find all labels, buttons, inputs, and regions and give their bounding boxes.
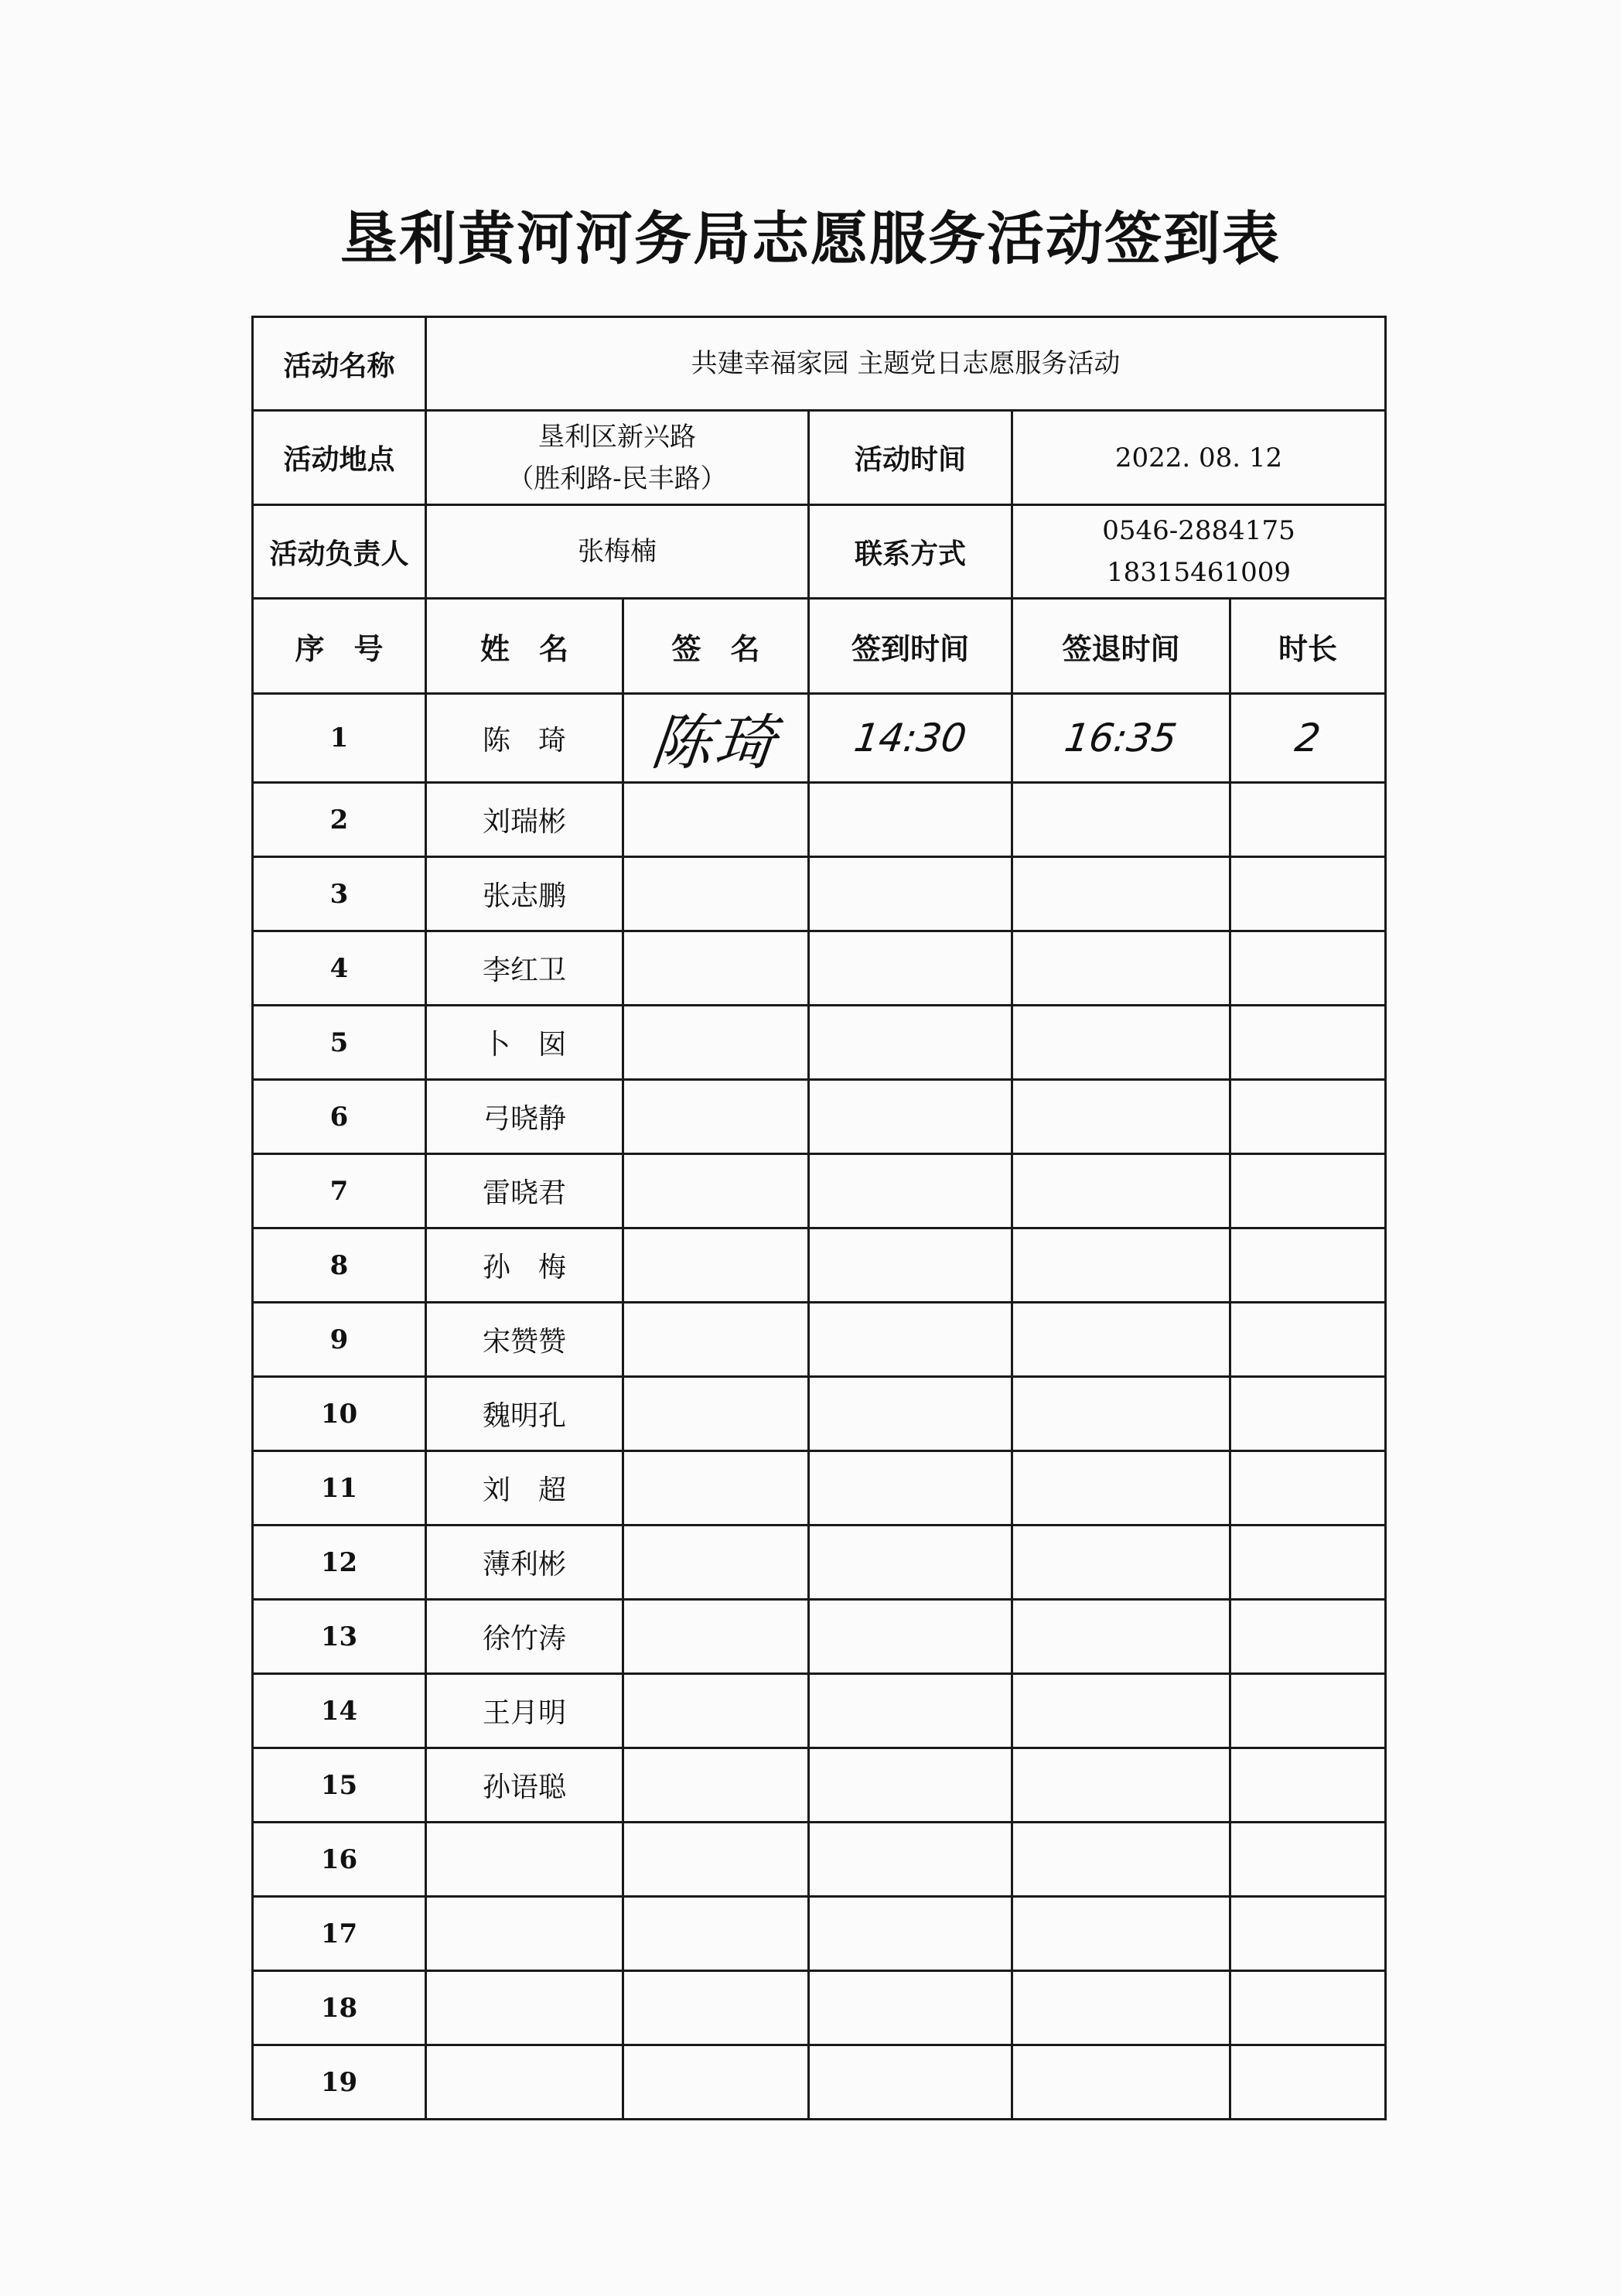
volunteer-name bbox=[426, 1006, 623, 1080]
signature-cell bbox=[623, 931, 809, 1006]
volunteer-name-text: 卜 囡 bbox=[482, 1029, 566, 1061]
sign-in-time-cell bbox=[809, 1526, 1012, 1600]
table-row bbox=[253, 1897, 1386, 1971]
row-number bbox=[253, 1674, 426, 1748]
row-number-text: 12 bbox=[320, 1546, 358, 1578]
duration-cell bbox=[1230, 2045, 1386, 2120]
column-header-signature: 签 名 bbox=[623, 599, 809, 694]
row-number bbox=[253, 1823, 426, 1897]
volunteer-name bbox=[426, 1897, 623, 1971]
volunteer-name bbox=[426, 1377, 623, 1451]
contact-label: 联系方式 bbox=[809, 505, 1012, 599]
table-row bbox=[253, 931, 1386, 1006]
row-number bbox=[253, 931, 426, 1006]
contact-value bbox=[1012, 505, 1386, 599]
duration-cell bbox=[1230, 783, 1386, 857]
sign-out-time-cell bbox=[1012, 1377, 1230, 1451]
volunteer-name bbox=[426, 1451, 623, 1526]
row-number-text: 17 bbox=[320, 1918, 358, 1949]
signature-cell bbox=[623, 1451, 809, 1526]
signature-cell bbox=[623, 1674, 809, 1748]
duration-cell bbox=[1230, 1971, 1386, 2045]
volunteer-name-text: 薄利彬 bbox=[482, 1549, 566, 1580]
volunteer-name-text: 宋赞赞 bbox=[482, 1326, 566, 1358]
row-number-text: 11 bbox=[320, 1472, 358, 1504]
duration-cell bbox=[1230, 1154, 1386, 1228]
sign-in-time-cell bbox=[809, 1303, 1012, 1377]
signature-cell bbox=[623, 2045, 809, 2120]
duration-cell bbox=[1230, 1897, 1386, 1971]
signature-cell bbox=[623, 1006, 809, 1080]
sign-out-time-cell bbox=[1012, 1303, 1230, 1377]
sign-in-time-cell bbox=[809, 1897, 1012, 1971]
table-row bbox=[253, 1971, 1386, 2045]
sign-in-time-cell bbox=[809, 1451, 1012, 1526]
column-header-number: 序 号 bbox=[253, 599, 426, 694]
sign-in-time-cell bbox=[809, 1600, 1012, 1674]
row-number bbox=[253, 1228, 426, 1303]
sign-in-time-cell bbox=[809, 1748, 1012, 1823]
table-row bbox=[253, 1228, 1386, 1303]
volunteer-name bbox=[426, 2045, 623, 2120]
table-row bbox=[253, 1303, 1386, 1377]
volunteer-name bbox=[426, 1228, 623, 1303]
volunteer-name-text: 孙 梅 bbox=[482, 1252, 566, 1283]
volunteer-name bbox=[426, 1080, 623, 1154]
sign-out-time-cell bbox=[1012, 1823, 1230, 1897]
activity-place-line1: 垦利区新兴路 bbox=[538, 421, 696, 453]
activity-name-row bbox=[253, 317, 1386, 411]
signature-cell bbox=[623, 1971, 809, 2045]
sign-out-time-cell bbox=[1012, 1080, 1230, 1154]
duration-cell bbox=[1230, 1080, 1386, 1154]
table-header-row bbox=[253, 599, 1386, 694]
sign-out-time-cell bbox=[1012, 1006, 1230, 1080]
sign-out-time-cell bbox=[1012, 1154, 1230, 1228]
contact-phone-2: 18315461009 bbox=[1107, 557, 1291, 588]
table-row bbox=[253, 857, 1386, 931]
volunteer-name bbox=[426, 931, 623, 1006]
column-header-sign-out-time: 签退时间 bbox=[1012, 599, 1230, 694]
row-number bbox=[253, 2045, 426, 2120]
sign-in-time-cell bbox=[809, 2045, 1012, 2120]
signature-cell bbox=[623, 1897, 809, 1971]
duration-cell bbox=[1230, 1228, 1386, 1303]
row-number bbox=[253, 1897, 426, 1971]
duration-cell bbox=[1230, 1600, 1386, 1674]
volunteer-name-text: 李红卫 bbox=[482, 955, 566, 986]
duration-cell bbox=[1230, 1303, 1386, 1377]
sign-in-time-cell bbox=[809, 1971, 1012, 2045]
volunteer-name bbox=[426, 1600, 623, 1674]
signature-cell bbox=[623, 1823, 809, 1897]
duration-cell bbox=[1230, 1377, 1386, 1451]
row-number-text: 10 bbox=[320, 1398, 358, 1430]
row-number bbox=[253, 1526, 426, 1600]
row-number bbox=[253, 1971, 426, 2045]
sign-in-time-cell-text: 14:30 bbox=[851, 716, 970, 760]
row-number bbox=[253, 1006, 426, 1080]
activity-place-row bbox=[253, 411, 1386, 505]
duration-cell bbox=[1230, 1674, 1386, 1748]
sign-out-time-cell bbox=[1012, 783, 1230, 857]
row-number bbox=[253, 1154, 426, 1228]
duration-cell bbox=[1230, 1451, 1386, 1526]
row-number-text: 8 bbox=[329, 1249, 349, 1281]
sign-out-time-cell bbox=[1012, 1451, 1230, 1526]
signature-cell bbox=[623, 1228, 809, 1303]
sign-out-time-cell bbox=[1012, 1674, 1230, 1748]
volunteer-name-text: 徐竹涛 bbox=[482, 1623, 566, 1655]
volunteer-name bbox=[426, 1748, 623, 1823]
row-number-text: 18 bbox=[320, 1992, 358, 2024]
row-number-text: 19 bbox=[320, 2066, 358, 2098]
volunteer-name bbox=[426, 857, 623, 931]
duration-cell bbox=[1230, 1823, 1386, 1897]
activity-leader-label: 活动负责人 bbox=[253, 505, 426, 599]
table-row bbox=[253, 1748, 1386, 1823]
volunteer-name bbox=[426, 1154, 623, 1228]
sign-in-time-cell bbox=[809, 931, 1012, 1006]
table-row bbox=[253, 1526, 1386, 1600]
volunteer-name bbox=[426, 783, 623, 857]
row-number-text: 16 bbox=[320, 1843, 358, 1875]
row-number bbox=[253, 1377, 426, 1451]
table-row bbox=[253, 1154, 1386, 1228]
sign-out-time-cell bbox=[1012, 931, 1230, 1006]
duration-cell bbox=[1230, 1526, 1386, 1600]
row-number-text: 15 bbox=[320, 1769, 358, 1801]
signature-cell bbox=[623, 1303, 809, 1377]
volunteer-name-text: 弓晓静 bbox=[482, 1103, 566, 1135]
volunteer-name-text: 魏明孔 bbox=[482, 1400, 566, 1432]
sign-in-time-cell bbox=[809, 1006, 1012, 1080]
sign-in-time-cell bbox=[809, 857, 1012, 931]
signature-cell bbox=[623, 857, 809, 931]
table-row bbox=[253, 1080, 1386, 1154]
signature-cell bbox=[623, 1377, 809, 1451]
signature-cell bbox=[623, 1748, 809, 1823]
signature-cell bbox=[623, 694, 809, 783]
row-number bbox=[253, 1080, 426, 1154]
table-row bbox=[253, 1600, 1386, 1674]
signature-cell bbox=[623, 1600, 809, 1674]
row-number bbox=[253, 1748, 426, 1823]
signature-cell bbox=[623, 1080, 809, 1154]
row-number-text: 6 bbox=[329, 1101, 349, 1133]
sign-out-time-cell bbox=[1012, 694, 1230, 783]
duration-cell bbox=[1230, 1006, 1386, 1080]
volunteer-name-text: 陈 琦 bbox=[482, 724, 566, 757]
sign-out-time-cell bbox=[1012, 857, 1230, 931]
row-number-text: 3 bbox=[329, 878, 349, 910]
duration-cell-text: 2 bbox=[1292, 716, 1323, 760]
sign-out-time-cell bbox=[1012, 1971, 1230, 2045]
activity-place-value bbox=[426, 411, 809, 505]
row-number bbox=[253, 1600, 426, 1674]
row-number-text: 14 bbox=[320, 1695, 358, 1727]
page-title: 垦利黄河河务局志愿服务活动签到表 bbox=[340, 206, 1281, 272]
table-row bbox=[253, 1451, 1386, 1526]
volunteer-name-text: 刘 超 bbox=[482, 1474, 566, 1506]
sign-out-time-cell bbox=[1012, 1748, 1230, 1823]
column-header-name: 姓 名 bbox=[426, 599, 623, 694]
row-number bbox=[253, 783, 426, 857]
table-row bbox=[253, 1377, 1386, 1451]
column-header-duration: 时长 bbox=[1230, 599, 1386, 694]
volunteer-name-text: 雷晓君 bbox=[482, 1177, 566, 1209]
volunteer-name bbox=[426, 1971, 623, 2045]
volunteer-name bbox=[426, 1303, 623, 1377]
sign-out-time-cell bbox=[1012, 1600, 1230, 1674]
sign-in-time-cell bbox=[809, 1377, 1012, 1451]
sign-in-time-cell bbox=[809, 694, 1012, 783]
table-row bbox=[253, 1823, 1386, 1897]
row-number-text: 7 bbox=[329, 1175, 349, 1207]
row-number-text: 1 bbox=[329, 723, 349, 753]
duration-cell bbox=[1230, 694, 1386, 783]
contact-phone-1: 0546-2884175 bbox=[1102, 515, 1295, 546]
activity-place-line2: （胜利路-民丰路） bbox=[507, 463, 727, 494]
duration-cell bbox=[1230, 1748, 1386, 1823]
row-number-text: 2 bbox=[329, 804, 349, 835]
sign-out-time-cell bbox=[1012, 2045, 1230, 2120]
table-row bbox=[253, 783, 1386, 857]
activity-leader-value: 张梅楠 bbox=[426, 505, 809, 599]
row-number-text: 13 bbox=[320, 1621, 358, 1652]
sign-in-time-cell bbox=[809, 1228, 1012, 1303]
sign-in-time-cell bbox=[809, 783, 1012, 857]
signature-cell-text: 陈琦 bbox=[648, 709, 783, 778]
volunteer-name-text: 刘瑞彬 bbox=[482, 806, 566, 838]
signature-cell bbox=[623, 783, 809, 857]
activity-name-value: 共建幸福家园 主题党日志愿服务活动 bbox=[426, 317, 1386, 411]
volunteer-name-text: 孙语聪 bbox=[482, 1772, 566, 1803]
sign-in-time-cell bbox=[809, 1080, 1012, 1154]
sign-in-time-cell bbox=[809, 1674, 1012, 1748]
row-number bbox=[253, 1303, 426, 1377]
table-row bbox=[253, 2045, 1386, 2120]
volunteer-name bbox=[426, 694, 623, 783]
row-number-text: 4 bbox=[329, 952, 349, 984]
table-row bbox=[253, 694, 1386, 783]
sign-out-time-cell bbox=[1012, 1526, 1230, 1600]
signature-cell bbox=[623, 1526, 809, 1600]
volunteer-name bbox=[426, 1674, 623, 1748]
sign-out-time-cell-text: 16:35 bbox=[1062, 716, 1180, 760]
volunteer-name-text: 王月明 bbox=[482, 1697, 566, 1729]
volunteer-name bbox=[426, 1526, 623, 1600]
row-number-text: 9 bbox=[329, 1324, 349, 1355]
sign-in-time-cell bbox=[809, 1823, 1012, 1897]
activity-time-value: 2022. 08. 12 bbox=[1012, 411, 1386, 505]
row-number bbox=[253, 1451, 426, 1526]
activity-time-label: 活动时间 bbox=[809, 411, 1012, 505]
table-row bbox=[253, 1006, 1386, 1080]
activity-place-label: 活动地点 bbox=[253, 411, 426, 505]
column-header-sign-in-time: 签到时间 bbox=[809, 599, 1012, 694]
activity-leader-row bbox=[253, 505, 1386, 599]
duration-cell bbox=[1230, 857, 1386, 931]
sign-out-time-cell bbox=[1012, 1897, 1230, 1971]
row-number bbox=[253, 857, 426, 931]
signin-table bbox=[251, 316, 1387, 2120]
table-row bbox=[253, 1674, 1386, 1748]
volunteer-name-text: 张志鹏 bbox=[482, 880, 566, 912]
row-number-text: 5 bbox=[329, 1027, 349, 1058]
activity-name-label: 活动名称 bbox=[253, 317, 426, 411]
row-number bbox=[253, 694, 426, 783]
volunteer-name bbox=[426, 1823, 623, 1897]
duration-cell bbox=[1230, 931, 1386, 1006]
sign-in-time-cell bbox=[809, 1154, 1012, 1228]
signature-cell bbox=[623, 1154, 809, 1228]
sign-out-time-cell bbox=[1012, 1228, 1230, 1303]
